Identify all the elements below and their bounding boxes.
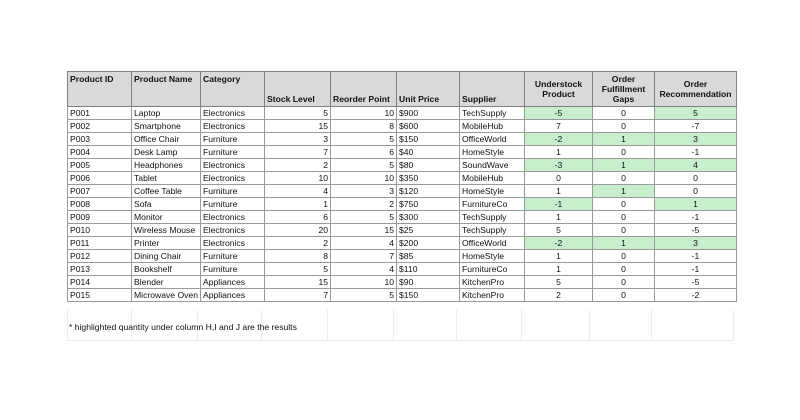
cell-product-name[interactable]: Microwave Oven xyxy=(132,289,201,302)
cell-order-recommendation[interactable]: 3 xyxy=(655,237,737,250)
cell-order-recommendation[interactable]: -1 xyxy=(655,211,737,224)
cell-understock-product[interactable]: -3 xyxy=(525,159,593,172)
cell-reorder-point[interactable]: 5 xyxy=(331,289,397,302)
cell-understock-product[interactable]: 2 xyxy=(525,289,593,302)
cell-product-id[interactable]: P010 xyxy=(68,224,132,237)
cell-category[interactable]: Furniture xyxy=(201,198,265,211)
cell-product-name[interactable]: Tablet xyxy=(132,172,201,185)
cell-reorder-point[interactable]: 15 xyxy=(331,224,397,237)
cell-order-recommendation[interactable]: -1 xyxy=(655,146,737,159)
cell-understock-product[interactable]: -1 xyxy=(525,198,593,211)
cell-category[interactable]: Furniture xyxy=(201,146,265,159)
cell-reorder-point[interactable]: 4 xyxy=(331,237,397,250)
cell-product-name[interactable]: Printer xyxy=(132,237,201,250)
cell-stock-level[interactable]: 15 xyxy=(265,276,331,289)
cell-stock-level[interactable]: 5 xyxy=(265,263,331,276)
cell-category[interactable]: Electronics xyxy=(201,237,265,250)
grid-line xyxy=(733,310,734,340)
cell-unit-price[interactable]: $900 xyxy=(397,107,460,120)
cell-product-id[interactable]: P002 xyxy=(68,120,132,133)
cell-unit-price[interactable]: $200 xyxy=(397,237,460,250)
cell-order-fulfillment-gaps[interactable]: 0 xyxy=(593,250,655,263)
grid-line xyxy=(651,310,652,340)
cell-product-id[interactable]: P015 xyxy=(68,289,132,302)
cell-order-fulfillment-gaps[interactable]: 1 xyxy=(593,159,655,172)
header-category[interactable]: Category xyxy=(201,72,265,107)
header-unit-price[interactable]: Unit Price xyxy=(397,72,460,107)
table-row xyxy=(68,211,737,224)
table-row xyxy=(68,263,737,276)
cell-understock-product[interactable]: 1 xyxy=(525,146,593,159)
footnote: * highlighted quantity under column H,I and J are the results xyxy=(69,322,297,332)
cell-unit-price[interactable]: $300 xyxy=(397,211,460,224)
cell-product-name[interactable]: Office Chair xyxy=(132,133,201,146)
cell-category[interactable]: Electronics xyxy=(201,172,265,185)
cell-product-name[interactable]: Desk Lamp xyxy=(132,146,201,159)
cell-product-name[interactable]: Smartphone xyxy=(132,120,201,133)
cell-order-recommendation[interactable]: -5 xyxy=(655,224,737,237)
cell-order-recommendation[interactable]: -1 xyxy=(655,250,737,263)
table-body xyxy=(68,107,737,302)
cell-reorder-point[interactable]: 5 xyxy=(331,159,397,172)
cell-category[interactable]: Appliances xyxy=(201,289,265,302)
header-order-fulfillment-gaps[interactable]: Order Fulfillment Gaps xyxy=(593,72,655,107)
cell-supplier[interactable]: HomeStyle xyxy=(460,185,525,198)
grid-line xyxy=(393,310,394,340)
cell-understock-product[interactable]: -5 xyxy=(525,107,593,120)
table-row xyxy=(68,133,737,146)
grid-line xyxy=(589,310,590,340)
cell-supplier[interactable]: TechSupply xyxy=(460,211,525,224)
cell-stock-level[interactable]: 2 xyxy=(265,237,331,250)
cell-product-name[interactable]: Bookshelf xyxy=(132,263,201,276)
grid-line xyxy=(327,310,328,340)
cell-order-recommendation[interactable]: 3 xyxy=(655,133,737,146)
cell-understock-product[interactable]: -2 xyxy=(525,237,593,250)
cell-order-fulfillment-gaps[interactable]: 0 xyxy=(593,224,655,237)
cell-product-id[interactable]: P009 xyxy=(68,211,132,224)
cell-category[interactable]: Furniture xyxy=(201,250,265,263)
cell-category[interactable]: Electronics xyxy=(201,211,265,224)
cell-unit-price[interactable]: $150 xyxy=(397,289,460,302)
cell-understock-product[interactable]: -2 xyxy=(525,133,593,146)
cell-reorder-point[interactable]: 5 xyxy=(331,211,397,224)
cell-order-fulfillment-gaps[interactable]: 0 xyxy=(593,211,655,224)
cell-supplier[interactable]: HomeStyle xyxy=(460,250,525,263)
cell-product-id[interactable]: P008 xyxy=(68,198,132,211)
table-row xyxy=(68,250,737,263)
table-row xyxy=(68,237,737,250)
cell-order-fulfillment-gaps[interactable]: 1 xyxy=(593,237,655,250)
table-row xyxy=(68,276,737,289)
cell-product-id[interactable]: P013 xyxy=(68,263,132,276)
cell-unit-price[interactable]: $120 xyxy=(397,185,460,198)
grid-line xyxy=(521,310,522,340)
cell-reorder-point[interactable]: 10 xyxy=(331,276,397,289)
cell-stock-level[interactable]: 7 xyxy=(265,289,331,302)
grid-line xyxy=(456,310,457,340)
table-row xyxy=(68,198,737,211)
cell-supplier[interactable]: SoundWave xyxy=(460,159,525,172)
cell-stock-level[interactable]: 2 xyxy=(265,159,331,172)
cell-product-name[interactable]: Blender xyxy=(132,276,201,289)
cell-stock-level[interactable]: 3 xyxy=(265,133,331,146)
cell-unit-price[interactable]: $85 xyxy=(397,250,460,263)
grid-line xyxy=(67,310,68,340)
cell-unit-price[interactable]: $25 xyxy=(397,224,460,237)
cell-product-name[interactable]: Headphones xyxy=(132,159,201,172)
cell-order-recommendation[interactable]: -7 xyxy=(655,120,737,133)
cell-order-recommendation[interactable]: -1 xyxy=(655,263,737,276)
cell-product-id[interactable]: P011 xyxy=(68,237,132,250)
cell-product-id[interactable]: P001 xyxy=(68,107,132,120)
cell-stock-level[interactable]: 7 xyxy=(265,146,331,159)
cell-unit-price[interactable]: $80 xyxy=(397,159,460,172)
cell-category[interactable]: Furniture xyxy=(201,133,265,146)
cell-category[interactable]: Electronics xyxy=(201,107,265,120)
cell-order-fulfillment-gaps[interactable]: 0 xyxy=(593,146,655,159)
cell-understock-product[interactable]: 0 xyxy=(525,172,593,185)
cell-category[interactable]: Electronics xyxy=(201,224,265,237)
cell-unit-price[interactable]: $750 xyxy=(397,198,460,211)
cell-supplier[interactable]: OfficeWorld xyxy=(460,237,525,250)
cell-supplier[interactable]: KitchenPro xyxy=(460,276,525,289)
cell-reorder-point[interactable]: 4 xyxy=(331,263,397,276)
header-reorder-point[interactable]: Reorder Point xyxy=(331,72,397,107)
cell-unit-price[interactable]: $350 xyxy=(397,172,460,185)
table-row xyxy=(68,289,737,302)
cell-category[interactable]: Electronics xyxy=(201,159,265,172)
cell-stock-level[interactable]: 8 xyxy=(265,250,331,263)
cell-understock-product[interactable]: 7 xyxy=(525,120,593,133)
cell-supplier[interactable]: HomeStyle xyxy=(460,146,525,159)
cell-supplier[interactable]: MobileHub xyxy=(460,172,525,185)
cell-unit-price[interactable]: $90 xyxy=(397,276,460,289)
cell-understock-product[interactable]: 1 xyxy=(525,263,593,276)
cell-order-fulfillment-gaps[interactable]: 0 xyxy=(593,172,655,185)
cell-reorder-point[interactable]: 5 xyxy=(331,133,397,146)
cell-understock-product[interactable]: 1 xyxy=(525,185,593,198)
cell-order-fulfillment-gaps[interactable]: 0 xyxy=(593,120,655,133)
table-row xyxy=(68,107,737,120)
cell-order-recommendation[interactable]: 1 xyxy=(655,198,737,211)
cell-stock-level[interactable]: 20 xyxy=(265,224,331,237)
header-product-name[interactable]: Product Name xyxy=(132,72,201,107)
cell-stock-level[interactable]: 4 xyxy=(265,185,331,198)
cell-product-name[interactable]: Monitor xyxy=(132,211,201,224)
cell-order-fulfillment-gaps[interactable]: 0 xyxy=(593,263,655,276)
cell-order-fulfillment-gaps[interactable]: 0 xyxy=(593,276,655,289)
cell-product-id[interactable]: P007 xyxy=(68,185,132,198)
cell-supplier[interactable]: MobileHub xyxy=(460,120,525,133)
cell-stock-level[interactable]: 15 xyxy=(265,120,331,133)
cell-order-fulfillment-gaps[interactable]: 0 xyxy=(593,289,655,302)
header-stock-level[interactable]: Stock Level xyxy=(265,72,331,107)
cell-product-name[interactable]: Dining Chair xyxy=(132,250,201,263)
cell-supplier[interactable]: FurnitureCo xyxy=(460,198,525,211)
cell-unit-price[interactable]: $150 xyxy=(397,133,460,146)
table-row xyxy=(68,120,737,133)
cell-product-id[interactable]: P006 xyxy=(68,172,132,185)
table-row xyxy=(68,159,737,172)
cell-reorder-point[interactable]: 10 xyxy=(331,172,397,185)
cell-reorder-point[interactable]: 2 xyxy=(331,198,397,211)
cell-supplier[interactable]: TechSupply xyxy=(460,107,525,120)
header-product-id[interactable]: Product ID xyxy=(68,72,132,107)
cell-product-id[interactable]: P014 xyxy=(68,276,132,289)
header-understock-product[interactable]: Understock Product xyxy=(525,72,593,107)
cell-understock-product[interactable]: 5 xyxy=(525,276,593,289)
cell-order-recommendation[interactable]: 5 xyxy=(655,107,737,120)
table-row xyxy=(68,224,737,237)
cell-category[interactable]: Appliances xyxy=(201,276,265,289)
cell-understock-product[interactable]: 5 xyxy=(525,224,593,237)
cell-reorder-point[interactable]: 6 xyxy=(331,146,397,159)
cell-reorder-point[interactable]: 8 xyxy=(331,120,397,133)
cell-reorder-point[interactable]: 7 xyxy=(331,250,397,263)
cell-unit-price[interactable]: $110 xyxy=(397,263,460,276)
cell-unit-price[interactable]: $600 xyxy=(397,120,460,133)
cell-stock-level[interactable]: 1 xyxy=(265,198,331,211)
cell-order-recommendation[interactable]: 4 xyxy=(655,159,737,172)
table-row xyxy=(68,146,737,159)
cell-product-id[interactable]: P004 xyxy=(68,146,132,159)
cell-order-fulfillment-gaps[interactable]: 1 xyxy=(593,133,655,146)
cell-order-recommendation[interactable]: 0 xyxy=(655,185,737,198)
cell-order-recommendation[interactable]: 0 xyxy=(655,172,737,185)
inventory-table xyxy=(67,71,737,302)
cell-unit-price[interactable]: $40 xyxy=(397,146,460,159)
cell-product-id[interactable]: P005 xyxy=(68,159,132,172)
cell-order-recommendation[interactable]: -2 xyxy=(655,289,737,302)
cell-order-recommendation[interactable]: -5 xyxy=(655,276,737,289)
cell-understock-product[interactable]: 1 xyxy=(525,211,593,224)
cell-supplier[interactable]: FurnitureCo xyxy=(460,263,525,276)
cell-stock-level[interactable]: 6 xyxy=(265,211,331,224)
cell-order-fulfillment-gaps[interactable]: 0 xyxy=(593,198,655,211)
cell-stock-level[interactable]: 10 xyxy=(265,172,331,185)
cell-category[interactable]: Furniture xyxy=(201,263,265,276)
cell-supplier[interactable]: TechSupply xyxy=(460,224,525,237)
cell-reorder-point[interactable]: 10 xyxy=(331,107,397,120)
cell-product-name[interactable]: Laptop xyxy=(132,107,201,120)
cell-category[interactable]: Electronics xyxy=(201,120,265,133)
cell-product-name[interactable]: Wireless Mouse xyxy=(132,224,201,237)
table-row xyxy=(68,172,737,185)
cell-order-fulfillment-gaps[interactable]: 0 xyxy=(593,107,655,120)
cell-product-id[interactable]: P012 xyxy=(68,250,132,263)
cell-reorder-point[interactable]: 3 xyxy=(331,185,397,198)
cell-category[interactable]: Furniture xyxy=(201,185,265,198)
cell-product-id[interactable]: P003 xyxy=(68,133,132,146)
cell-order-fulfillment-gaps[interactable]: 1 xyxy=(593,185,655,198)
cell-product-name[interactable]: Coffee Table xyxy=(132,185,201,198)
cell-product-name[interactable]: Sofa xyxy=(132,198,201,211)
header-order-recommendation[interactable]: Order Recommendation xyxy=(655,72,737,107)
cell-stock-level[interactable]: 5 xyxy=(265,107,331,120)
cell-supplier[interactable]: KitchenPro xyxy=(460,289,525,302)
header-supplier[interactable]: Supplier xyxy=(460,72,525,107)
cell-understock-product[interactable]: 1 xyxy=(525,250,593,263)
header-row xyxy=(68,72,737,107)
cell-supplier[interactable]: OfficeWorld xyxy=(460,133,525,146)
table-row xyxy=(68,185,737,198)
